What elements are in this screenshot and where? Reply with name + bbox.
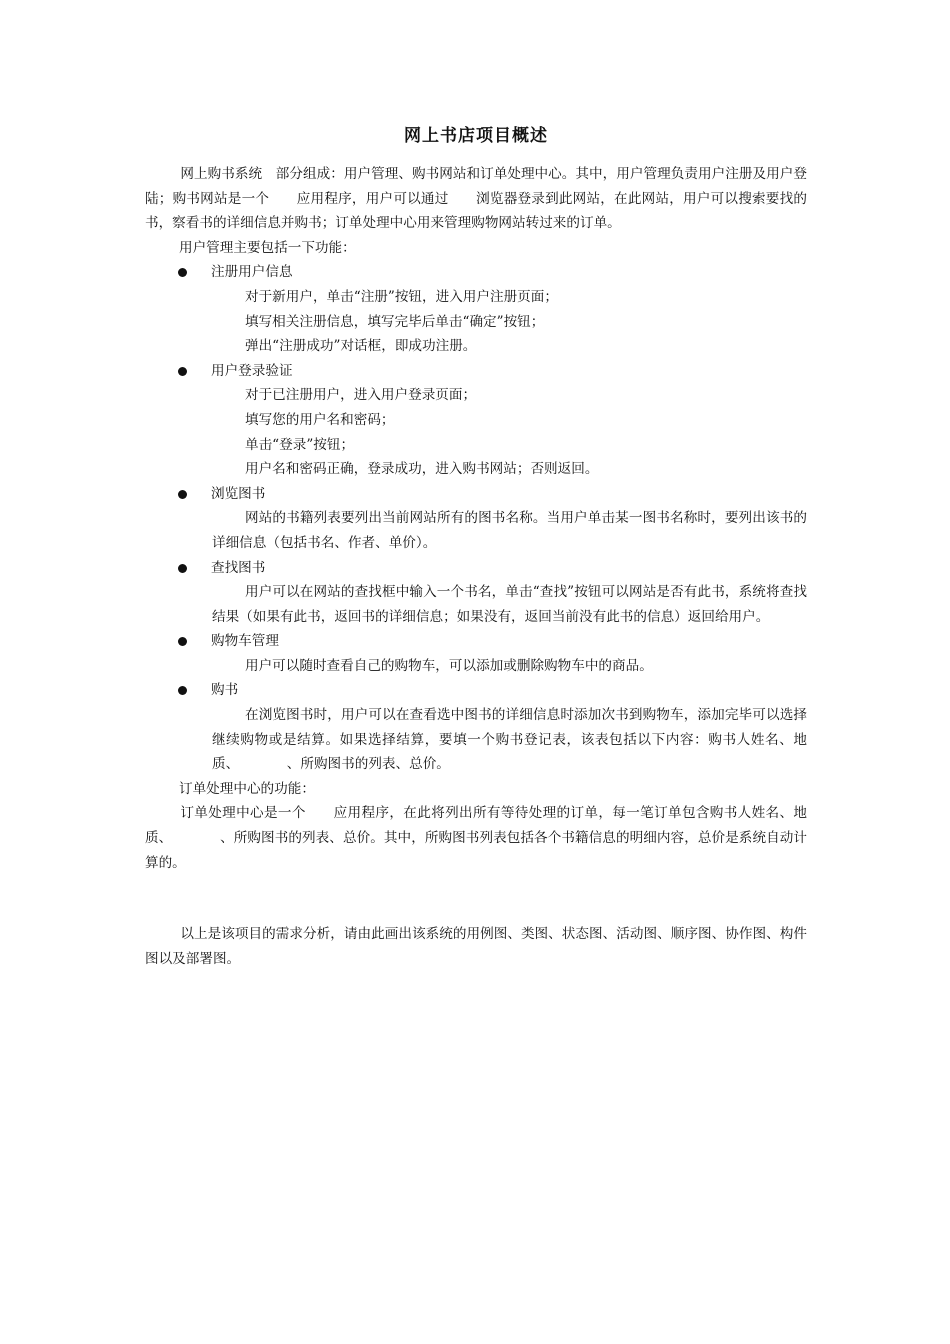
- order-heading: 订单处理中心的功能：: [179, 780, 315, 797]
- step-line: 对于新用户，单击“注册”按钮，进入用户注册页面；: [245, 288, 558, 305]
- section-search: [145, 556, 807, 630]
- bullet-label: 查找图书: [211, 559, 266, 576]
- bullet-label: 注册用户信息: [211, 264, 293, 281]
- bullet-item: [145, 678, 807, 703]
- bullet-item: [145, 629, 807, 654]
- section-purchase: [145, 678, 807, 776]
- section-register: [145, 260, 807, 358]
- step-line: 对于已注册用户，进入用户登录页面；: [245, 387, 477, 404]
- step-line: 单击“登录”按钮；: [245, 436, 355, 453]
- section-description: 用户可以在网站的查找框中输入一个书名，单击“查找”按钮可以网站是否有此书，系统将查找结果（如果有此书，返回书的详细信息；如果没有，返回当前没有此书的信息）返回给用户。: [212, 584, 807, 625]
- bullet-label: 用户登录验证: [211, 362, 293, 379]
- section-description: 网站的书籍列表要列出当前网站所有的图书名称。当用户单击某一图书名称时，要列出该书的详细信息（包括书名、作者、单价）。: [212, 510, 807, 551]
- bullet-dot-icon: [178, 637, 187, 646]
- bullet-dot-icon: [178, 686, 187, 695]
- bullet-item: [145, 359, 807, 384]
- bullet-dot-icon: [178, 367, 187, 376]
- bullet-item: [145, 482, 807, 507]
- step-line: 弹出“注册成功”对话框，即成功注册。: [245, 338, 477, 355]
- closing-paragraph: 以上是该项目的需求分析，请由此画出该系统的用例图、类图、状态图、活动图、顺序图、协作图、构件图以及部署图。: [145, 926, 807, 967]
- section-cart: [145, 629, 807, 678]
- section-description: 在浏览图书时，用户可以在查看选中图书的详细信息时添加次书到购物车，添加完毕可以选择继续购物或是结算。如果选择结算，要填一个购书登记表，该表包括以下内容：购书人姓名、地质、 、所购图书的列表、总价。: [212, 707, 807, 773]
- bullet-item: [145, 556, 807, 581]
- step-line: 填写您的用户名和密码；: [245, 411, 395, 428]
- bullet-item: [145, 260, 807, 285]
- bullet-dot-icon: [178, 490, 187, 499]
- step-line: 填写相关注册信息，填写完毕后单击“确定”按钮；: [245, 313, 545, 330]
- section-browse: [145, 482, 807, 556]
- section-login: [145, 359, 807, 482]
- spacer: [145, 875, 807, 922]
- user-mgmt-heading: 用户管理主要包括一下功能：: [179, 239, 356, 256]
- bullet-dot-icon: [178, 564, 187, 573]
- bullet-label: 浏览图书: [211, 485, 266, 502]
- bullet-label: 购书: [211, 682, 239, 699]
- order-paragraph: 订单处理中心是一个 应用程序，在此将列出所有等待处理的订单，每一笔订单包含购书人姓名、地质、 、所购图书的列表、总价。其中，所购图书列表包括各个书籍信息的明细内容，总价是系统自动计算的。: [145, 805, 807, 871]
- step-line: 用户名和密码正确，登录成功，进入购书网站；否则返回。: [245, 461, 599, 478]
- document-title: 网上书店项目概述: [404, 126, 548, 146]
- section-description: 用户可以随时查看自己的购物车，可以添加或删除购物车中的商品。: [245, 657, 653, 674]
- bullet-label: 购物车管理: [211, 633, 279, 650]
- bullet-dot-icon: [178, 268, 187, 277]
- document-body: [145, 162, 807, 971]
- intro-paragraph: 网上购书系统 部分组成：用户管理、购书网站和订单处理中心。其中，用户管理负责用户注册及用户登陆；购书网站是一个 应用程序，用户可以通过 浏览器登录到此网站，在此网站，用户可以搜索要找的书，察看书的详细信息并购书；订单处理中心用来管理购物网站转过来的订单。: [145, 166, 807, 232]
